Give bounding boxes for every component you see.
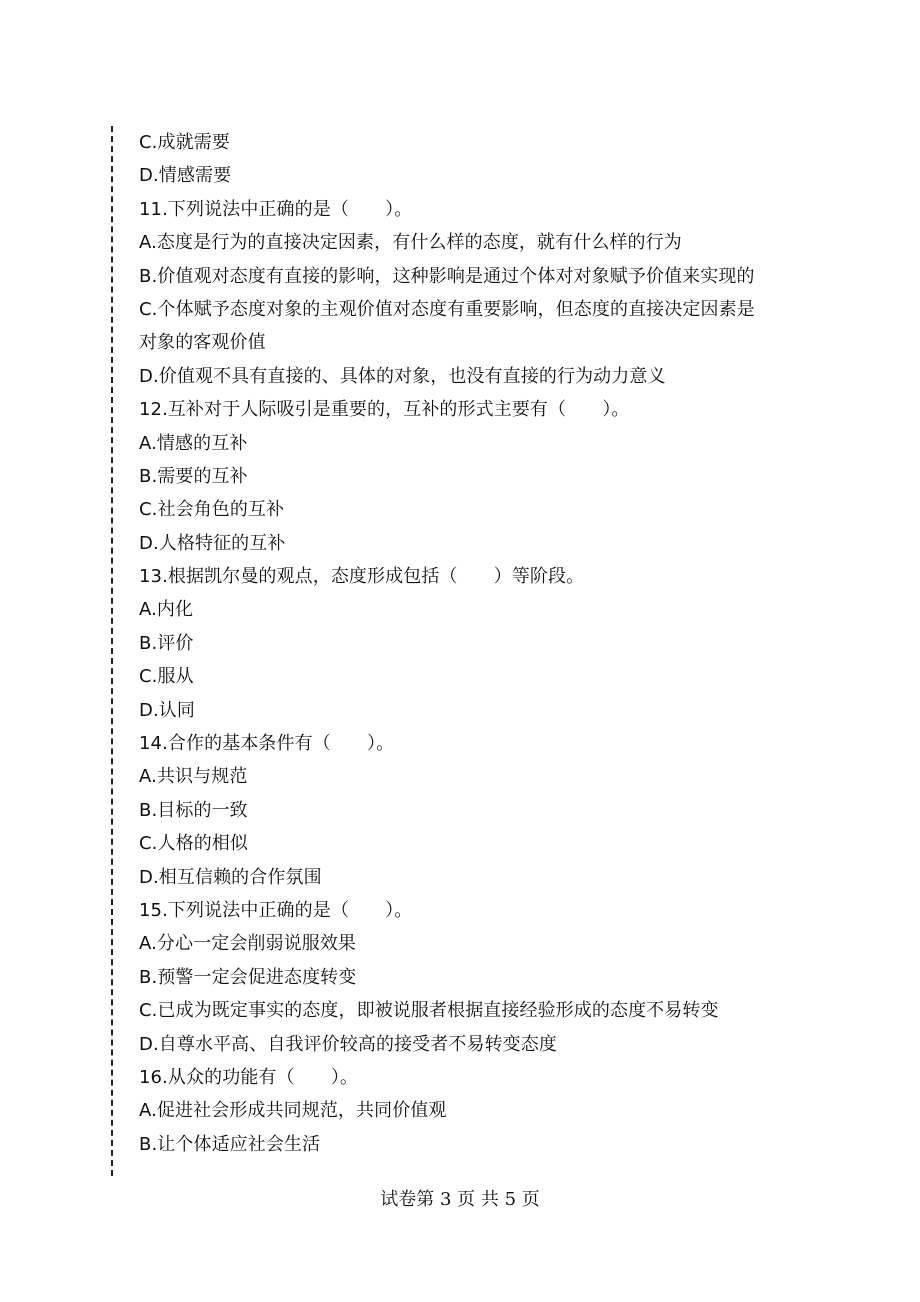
- question-16: 16.从众的功能有（ ）。: [139, 1066, 359, 1088]
- text-line: C.服从: [139, 666, 194, 688]
- text-line: B.让个体适应社会生活: [139, 1133, 321, 1155]
- text-line: B.需要的互补: [139, 465, 248, 487]
- text-line: A.分心一定会削弱说服效果: [139, 933, 357, 955]
- text-line: B.价值观对态度有直接的影响，这种影响是通过个体对对象赋予价值来实现的: [139, 265, 755, 287]
- text-line: A.共识与规范: [139, 766, 248, 788]
- text-line: C.人格的相似: [139, 833, 248, 855]
- text-line: C.个体赋予态度对象的主观价值对态度有重要影响，但态度的直接决定因素是: [139, 298, 755, 320]
- text-line: A.情感的互补: [139, 432, 248, 454]
- text-line: C.成就需要: [139, 132, 230, 153]
- text-line: B.评价: [139, 632, 194, 654]
- text-line: C.社会角色的互补: [139, 499, 285, 521]
- text-line: C.已成为既定事实的态度，即被说服者根据直接经验形成的态度不易转变: [139, 1000, 719, 1022]
- text-line: D.相互信赖的合作氛围: [139, 866, 322, 888]
- text-line: A.内化: [139, 599, 194, 621]
- page-number-footer: 试卷第 3 页 共 5 页: [380, 1189, 540, 1210]
- text-line: A.态度是行为的直接决定因素，有什么样的态度，就有什么样的行为: [139, 232, 682, 254]
- text-line: D.情感需要: [139, 165, 232, 187]
- text-line: D.价值观不具有直接的、具体的对象，也没有直接的行为动力意义: [139, 365, 666, 387]
- question-12: 12.互补对于人际吸引是重要的，互补的形式主要有（ ）。: [139, 399, 630, 421]
- text-line: 对象的客观价值: [139, 332, 266, 354]
- question-11: 11.下列说法中正确的是（ ）。: [139, 198, 413, 220]
- question-15: 15.下列说法中正确的是（ ）。: [139, 899, 413, 921]
- question-14: 14.合作的基本条件有（ ）。: [139, 733, 395, 755]
- exam-question-body: [139, 126, 899, 1161]
- text-line: D.认同: [139, 699, 195, 721]
- binding-margin-dashed-line: [111, 126, 113, 1176]
- question-13: 13.根据凯尔曼的观点，态度形成包括（ ）等阶段。: [139, 566, 585, 588]
- text-line: B.预警一定会促进态度转变: [139, 966, 357, 988]
- text-line: D.自尊水平高、自我评价较高的接受者不易转变态度: [139, 1033, 557, 1055]
- text-line: B.目标的一致: [139, 799, 248, 821]
- text-line: A.促进社会形成共同规范，共同价值观: [139, 1100, 447, 1122]
- text-line: D.人格特征的互补: [139, 532, 286, 554]
